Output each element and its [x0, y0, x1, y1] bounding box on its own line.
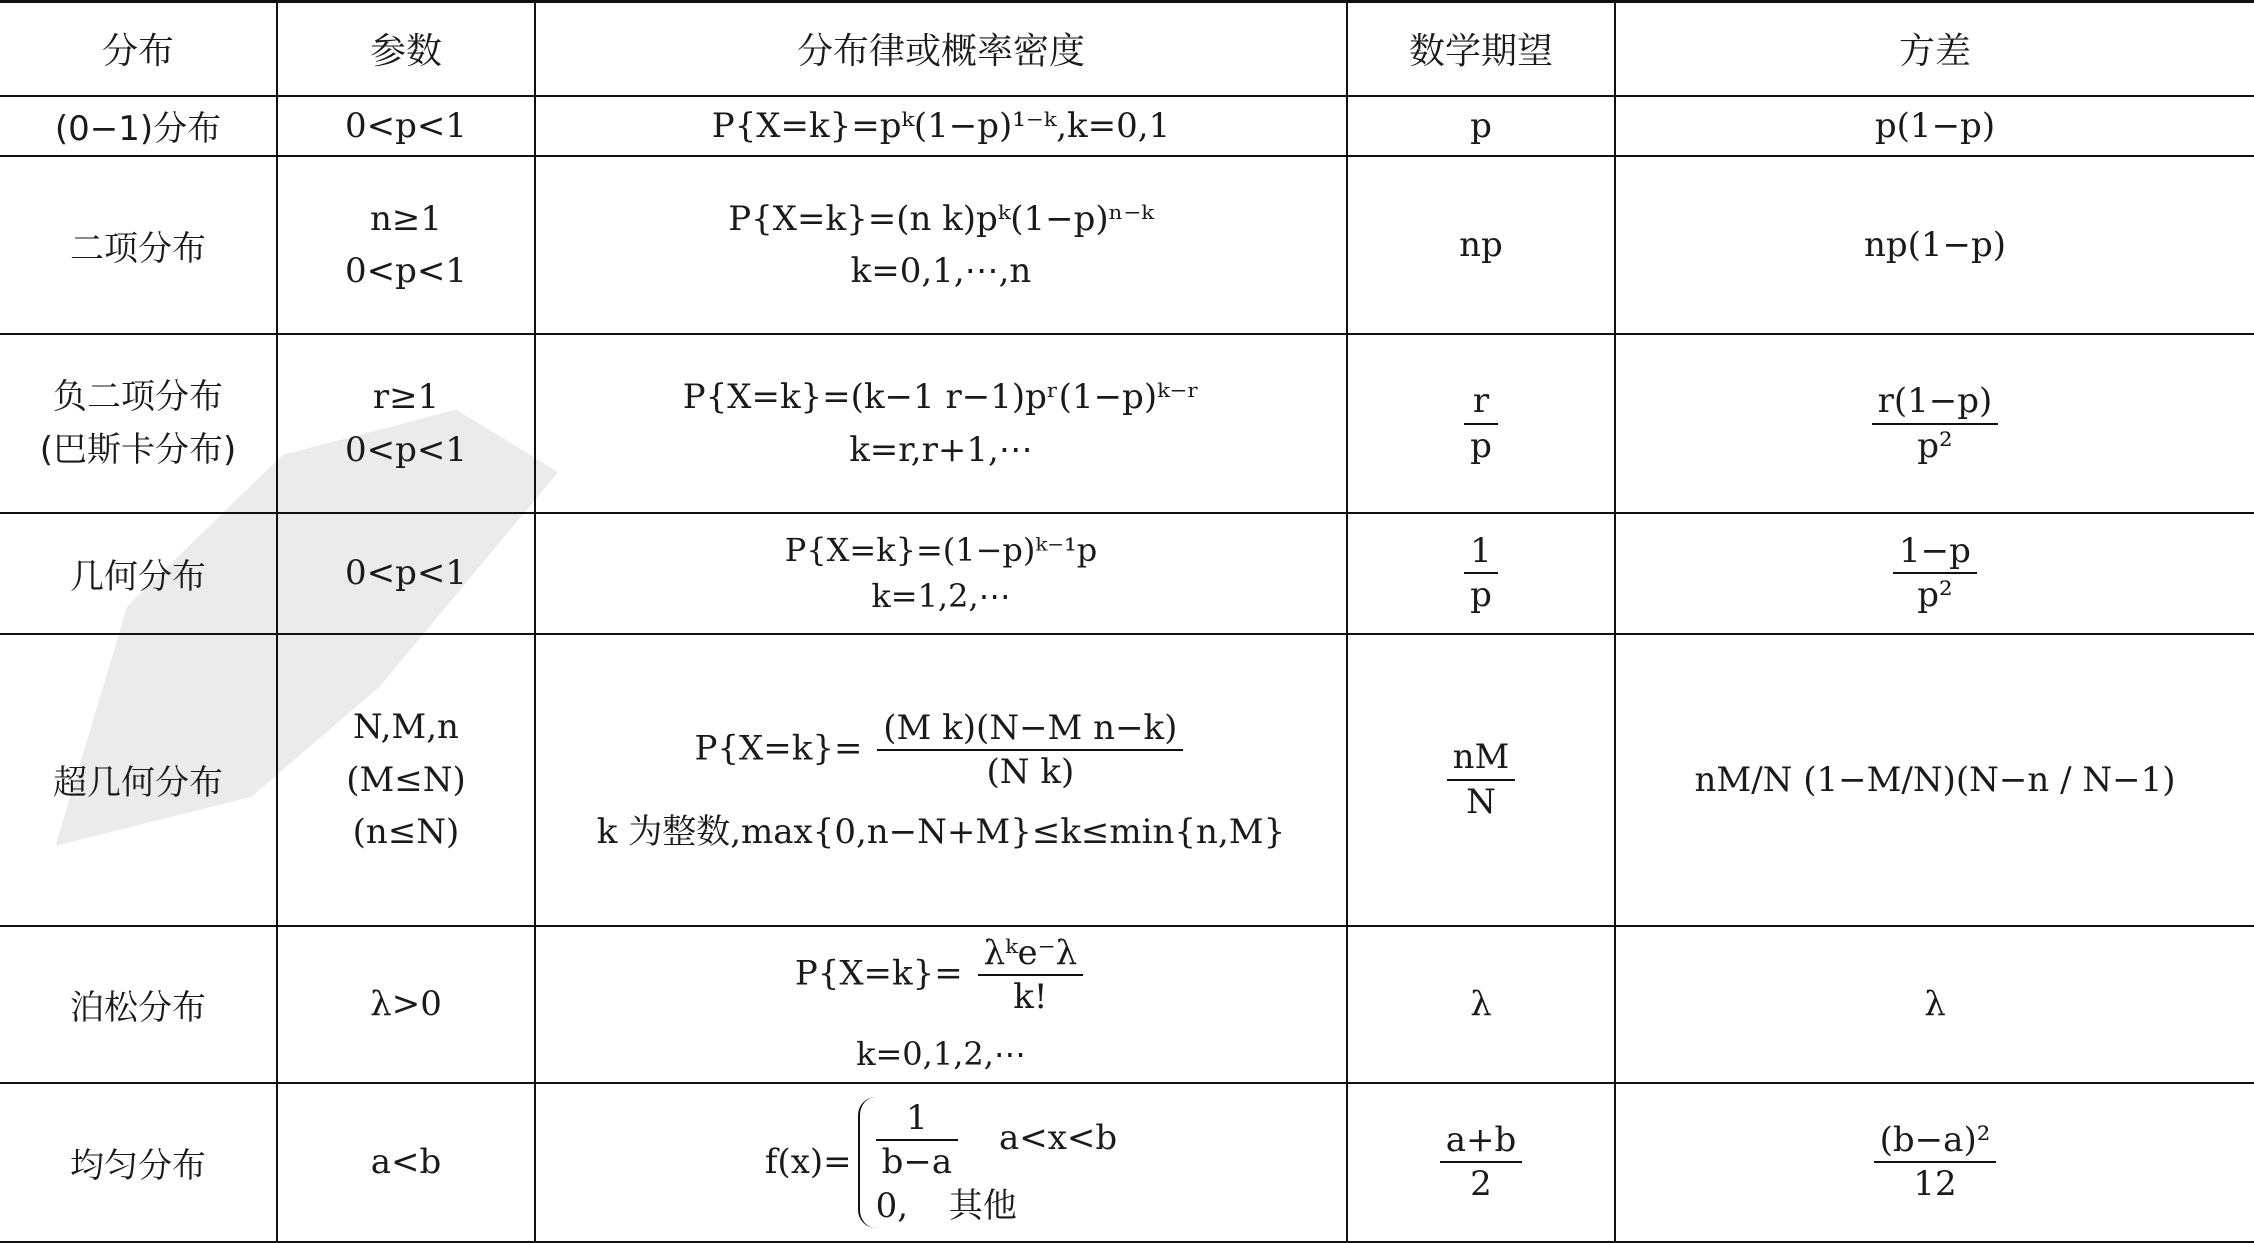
fraction-denominator: 2	[1470, 1164, 1492, 1205]
parameter-cell: a<b	[277, 1083, 535, 1242]
variance-cell: np(1−p)	[1615, 156, 2254, 334]
pmf-cell	[535, 156, 1347, 334]
pmf-cell	[535, 634, 1347, 926]
pmf-formula: P{X=k}=(1−p)ᵏ⁻¹p	[784, 530, 1098, 569]
piecewise-cases	[858, 1097, 1118, 1228]
parameter-line: 0<p<1	[344, 429, 467, 470]
pmf-support: k 为整数,max{0,n−N+M}≤k≤min{n,M}	[596, 811, 1286, 852]
pmf-support: k=1,2,⋯	[871, 577, 1011, 616]
parameter-line: 0<p<1	[344, 251, 467, 292]
pmf-cell	[535, 513, 1347, 634]
case-row	[876, 1097, 1118, 1184]
pmf-formula: P{X=k}=(k−1 r−1)pʳ(1−p)ᵏ⁻ʳ	[682, 376, 1200, 417]
variance-cell: p(1−p)	[1615, 96, 2254, 157]
pmf-fraction	[978, 932, 1084, 1019]
parameter-cell	[277, 634, 535, 926]
pmf-fraction	[877, 707, 1183, 794]
expectation-cell: np	[1347, 156, 1615, 334]
distribution-name: 二项分布	[0, 156, 277, 334]
header-row	[0, 2, 2254, 96]
expectation-fraction	[1447, 736, 1516, 823]
pmf-formula: P{X=k}=(n k)pᵏ(1−p)ⁿ⁻ᵏ	[728, 198, 1154, 239]
case-fraction	[876, 1097, 959, 1184]
parameter-cell: 0<p<1	[277, 513, 535, 634]
pmf-cell	[535, 926, 1347, 1083]
header-expectation: 数学期望	[1347, 2, 1615, 96]
variance-fraction	[1893, 530, 1977, 617]
parameter-line: N,M,n	[353, 706, 459, 747]
variance-cell	[1615, 1083, 2254, 1242]
fraction-numerator: λᵏe⁻λ	[978, 932, 1084, 977]
expectation-fraction	[1464, 530, 1498, 617]
pmf-cell	[535, 334, 1347, 512]
fraction-denominator: p²	[1917, 425, 1953, 466]
fraction-denominator: k!	[1013, 977, 1048, 1018]
pmf-formula	[544, 707, 1338, 794]
parameter-line: (n≤N)	[352, 812, 460, 853]
fraction-numerator: (M k)(N−M n−k)	[877, 707, 1183, 752]
fraction-denominator: N	[1466, 781, 1496, 822]
parameter-cell: 0<p<1	[277, 96, 535, 157]
pdf-formula	[765, 1097, 1117, 1228]
distribution-name: (0−1)分布	[0, 96, 277, 157]
fraction-numerator: (b−a)²	[1874, 1119, 1997, 1164]
table-row	[0, 926, 2254, 1083]
header-distribution: 分布	[0, 2, 277, 96]
distribution-name-line: 负二项分布	[53, 376, 223, 417]
table-row	[0, 334, 2254, 512]
expectation-cell	[1347, 334, 1615, 512]
table-row	[0, 634, 2254, 926]
variance-cell: λ	[1615, 926, 2254, 1083]
parameter-cell	[277, 334, 535, 512]
fraction-denominator: b−a	[881, 1142, 953, 1183]
distribution-name: 几何分布	[0, 513, 277, 634]
header-parameters: 参数	[277, 2, 535, 96]
distribution-name: 超几何分布	[0, 634, 277, 926]
fraction-numerator: 1	[876, 1097, 959, 1142]
pmf-cell: P{X=k}=pᵏ(1−p)¹⁻ᵏ,k=0,1	[535, 96, 1347, 157]
expectation-fraction	[1464, 380, 1498, 467]
distribution-name: 均匀分布	[0, 1083, 277, 1242]
pmf-support: k=0,1,⋯,n	[850, 251, 1032, 292]
fraction-numerator: nM	[1447, 736, 1516, 781]
parameter-cell	[277, 156, 535, 334]
distribution-name	[0, 334, 277, 512]
case-condition: a<x<b	[998, 1118, 1118, 1159]
variance-cell	[1615, 334, 2254, 512]
parameter-line: r≥1	[372, 376, 440, 417]
pmf-lhs: P{X=k}=	[794, 953, 963, 994]
pdf-lhs: f(x)=	[764, 1142, 852, 1183]
distribution-name-line: (巴斯卡分布)	[39, 429, 237, 470]
pmf-support: k=r,r+1,⋯	[849, 429, 1033, 470]
fraction-denominator: p	[1470, 425, 1492, 466]
expectation-cell: λ	[1347, 926, 1615, 1083]
header-pmf: 分布律或概率密度	[535, 2, 1347, 96]
expectation-cell: p	[1347, 96, 1615, 157]
case-row	[876, 1184, 1118, 1228]
table-row	[0, 156, 2254, 334]
fraction-denominator: (N k)	[986, 752, 1075, 793]
case-condition: 其他	[948, 1185, 1017, 1226]
case-value: 0,	[875, 1185, 909, 1226]
fraction-numerator: r(1−p)	[1872, 380, 1999, 425]
variance-cell: nM/N (1−M/N)(N−n / N−1)	[1615, 634, 2254, 926]
expectation-cell	[1347, 1083, 1615, 1242]
variance-fraction	[1872, 380, 1999, 467]
variance-fraction	[1874, 1119, 1997, 1206]
pmf-lhs: P{X=k}=	[694, 728, 863, 769]
pdf-cell	[535, 1083, 1347, 1242]
fraction-numerator: r	[1464, 380, 1498, 425]
fraction-denominator: 12	[1913, 1164, 1957, 1205]
variance-cell	[1615, 513, 2254, 634]
table-row	[0, 96, 2254, 157]
table-row	[0, 513, 2254, 634]
pmf-support: k=0,1,2,⋯	[856, 1034, 1026, 1073]
expectation-cell	[1347, 634, 1615, 926]
table-row	[0, 1083, 2254, 1242]
expectation-cell	[1347, 513, 1615, 634]
fraction-numerator: 1	[1464, 530, 1498, 575]
fraction-denominator: p²	[1917, 575, 1953, 616]
parameter-line: n≥1	[369, 198, 443, 239]
parameter-line: (M≤N)	[346, 759, 466, 800]
pmf-formula	[544, 932, 1338, 1019]
expectation-fraction	[1440, 1119, 1523, 1206]
fraction-denominator: p	[1470, 575, 1492, 616]
fraction-numerator: a+b	[1440, 1119, 1523, 1164]
header-variance: 方差	[1615, 2, 2254, 96]
fraction-numerator: 1−p	[1893, 530, 1977, 575]
distribution-name: 泊松分布	[0, 926, 277, 1083]
parameter-cell: λ>0	[277, 926, 535, 1083]
